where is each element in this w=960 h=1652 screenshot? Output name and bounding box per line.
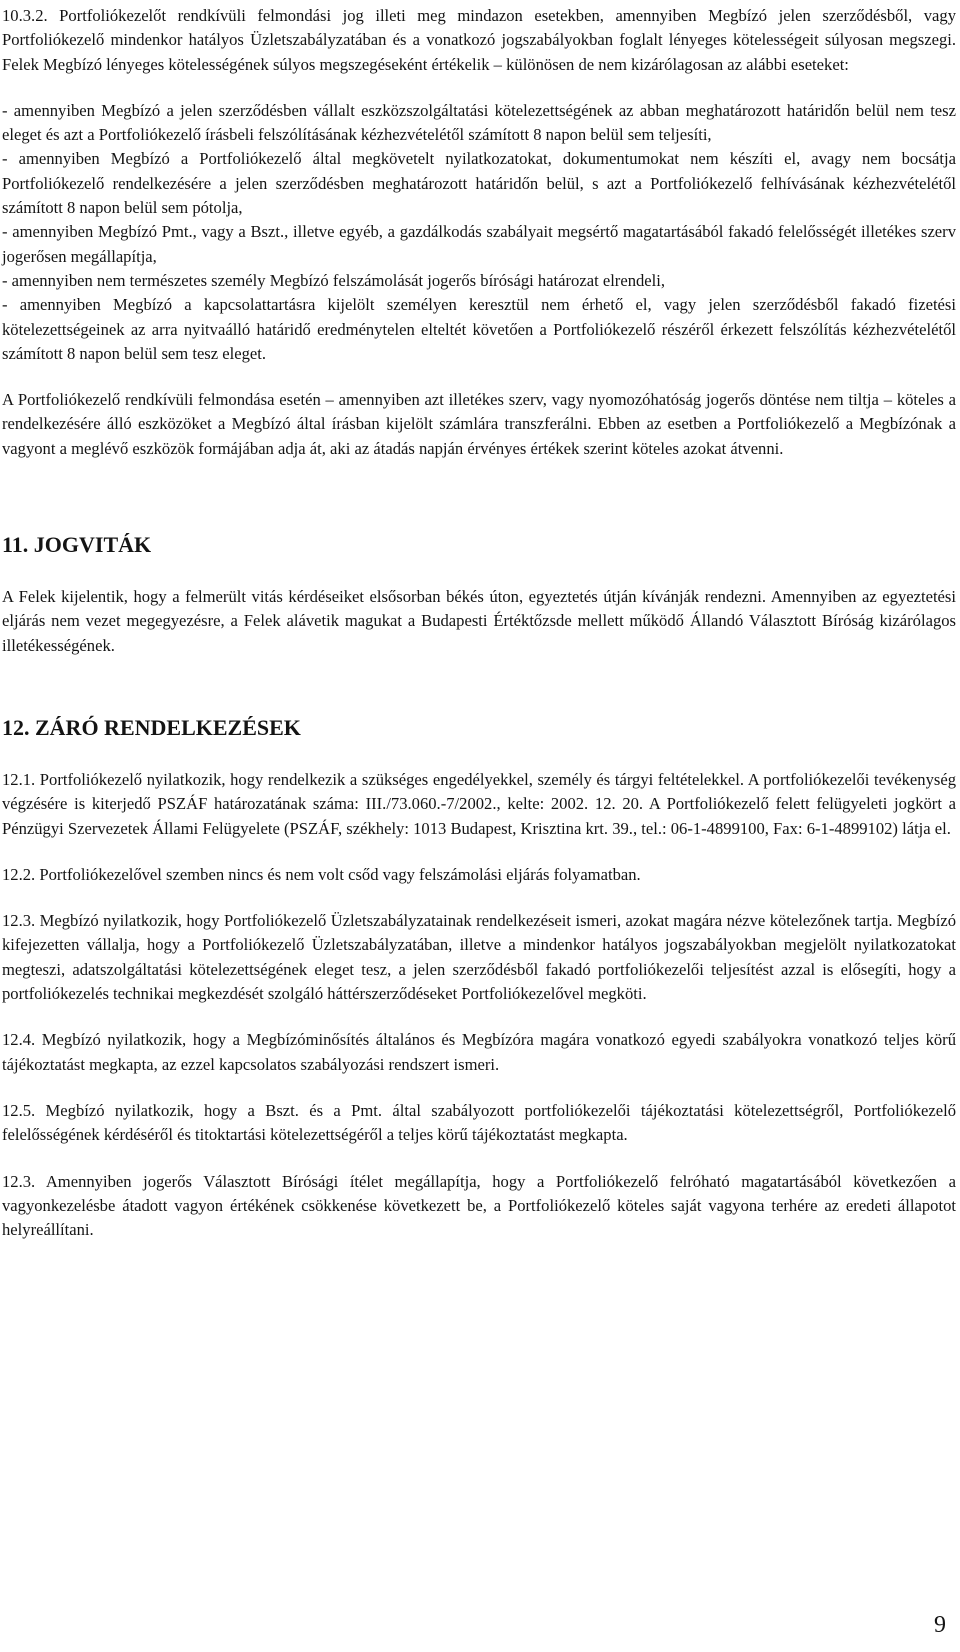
section-12-heading: 12. ZÁRÓ RENDELKEZÉSEK [2, 714, 301, 740]
section-10-3-2-intro: 10.3.2. Portfoliókezelőt rendkívüli felmondási jog illeti meg mindazon esetekben, amennyiben Megbízó jelen szerződésből, vagy Portfoliókezelő mindenkor hatályos Üzletszabályzatában és a vonatkozó jogszabályokban foglalt lényeges kötelességeit súlyosan megszegi. Felek Megbízó lényeges kötelességének súlyos megszegéseként értékelik – különösen de nem kizárólagosan az alábbi eseteket: [2, 6, 956, 74]
termination-cases-list [2, 99, 956, 366]
section-10-3-2-closing: A Portfoliókezelő rendkívüli felmondása esetén – amennyiben azt illetékes szerv, vagy nyomozóhatóság jogerős döntése nem tiltja – köteles a rendelkezésére álló eszközöket a Megbízó által írásban kijelölt számlára transzferálni. Ebben az esetben a Portfoliókezelő a Megbízónak a vagyont a meglévő eszközök formájában adja át, aki az átadás napján érvényes értékek szerint köteles azokat átvenni. [2, 390, 956, 458]
section-11-body: A Felek kijelentik, hogy a felmerült vitás kérdéseiket elsősorban békés úton, egyeztetés útján kívánják rendezni. Amennyiben az egyeztetési eljárás nem vezet megegyezésre, a Felek alávetik magukat a Budapesti Értéktőzsde mellett működő Állandó Választott Bíróság kizárólagos illetékességének. [2, 587, 956, 655]
list-item: - amennyiben nem természetes személy Megbízó felszámolását jogerős bírósági határozat elrendeli, [2, 270, 666, 290]
paragraph-12-5: 12.5. Megbízó nyilatkozik, hogy a Bszt. és a Pmt. által szabályozott portfoliókezelői tájékoztatási kötelezettségről, Portfoliókezelő felelősségének kérdéséről és titoktartási kötelezettségéről a teljes körű tájékoztatást megkapta. [2, 1100, 956, 1145]
list-item: - amennyiben Megbízó a kapcsolattartásra kijelölt személyen keresztül nem érhető el, vagy jelen szerződésből fakadó fizetési kötelezettségeinek az arra nyitvaálló határidő eredménytelen elteltét követően a Portfoliókezelő részéről érkezett felszólítás kézhezvételétől számított 8 napon belül sem tesz eleget. [2, 295, 956, 363]
list-item: - amennyiben Megbízó Pmt., vagy a Bszt., illetve egyéb, a gazdálkodás szabályait megsértő magatartásából fakadó felelősségét illetékes szerv jogerősen megállapítja, [2, 222, 956, 266]
list-item: - amennyiben Megbízó a Portfoliókezelő által megkövetelt nyilatkozatokat, dokumentumokat nem készíti el, avagy nem bocsátja Portfoliókezelő rendelkezésére a jelen szerződésben meghatározott határidőn belül, s azt a Portfoliókezelő felhívásának kézhezvételétől számított 8 napon belül sem pótolja, [2, 149, 956, 218]
list-item: - amennyiben Megbízó a jelen szerződésben vállalt eszközszolgáltatási kötelezettségének az abban meghatározott határidőn belül nem tesz eleget és azt a Portfoliókezelő írásbeli felszólításának kézhezvételétől számított 8 napon belül sem teljesíti, [2, 100, 956, 145]
section-11-heading: 11. JOGVITÁK [2, 532, 152, 558]
paragraph-12-4: 12.4. Megbízó nyilatkozik, hogy a Megbízóminősítés általános és Megbízóra magára vonatkozó egyedi szabályokra vonatkozó teljes körű tájékoztatást megkapta, az ezzel kapcsolatos szabályozási rendszert ismeri. [2, 1030, 956, 1074]
paragraph-12-1: 12.1. Portfoliókezelő nyilatkozik, hogy rendelkezik a szükséges engedélyekkel, személy és tárgyi feltételekkel. A portfoliókezelői tevékenység végzésére is kiterjedő PSZÁF határozatának száma: III./73.060.-7/2002., kelte: 2002. 12. 20. A Portfoliókezelő felett felügyeleti jogkört a Pénzügyi Szervezetek Állami Felügyelete (PSZÁF, székhely: 1013 Budapest, Krisztina krt. 39., tel.: 06-1-4899100, Fax: 6-1-4899102) látja el. [2, 769, 956, 838]
paragraph-12-3-repeat: 12.3. Amennyiben jogerős Választott Bírósági ítélet megállapítja, hogy a Portfoliókezelő felróható magatartásából következően a vagyonkezelésbe átadott vagyon értékének csökkenése következett be, a Portfoliókezelő köteles saját vagyona terhére az eredeti állapotot helyreállítani. [2, 1171, 956, 1240]
paragraph-12-2: 12.2. Portfoliókezelővel szemben nincs és nem volt csőd vagy felszámolási eljárás folyamatban. [2, 864, 641, 884]
document-page [2, 4, 956, 1242]
paragraph-12-3: 12.3. Megbízó nyilatkozik, hogy Portfoliókezelő Üzletszabályzatainak rendelkezéseit ismeri, azokat magára nézve kötelezőnek tartja. Megbízó kifejezetten vállalja, hogy a Portfoliókezelő Üzletszabályzatában, illetve a mindenkor hatályos jogszabályokban megjelölt nyilatkozatokat megteszi, adatszolgáltatási kötelezettségének eleget tesz, a jelen szerződésből fakadó portfoliókezelői teljesítést azzal is elősegíti, hogy a portfoliókezelés technikai megkezdését szolgáló háttérszerződéseket Portfoliókezelővel megköti. [2, 911, 956, 1004]
page-number: 9 [934, 1612, 946, 1638]
